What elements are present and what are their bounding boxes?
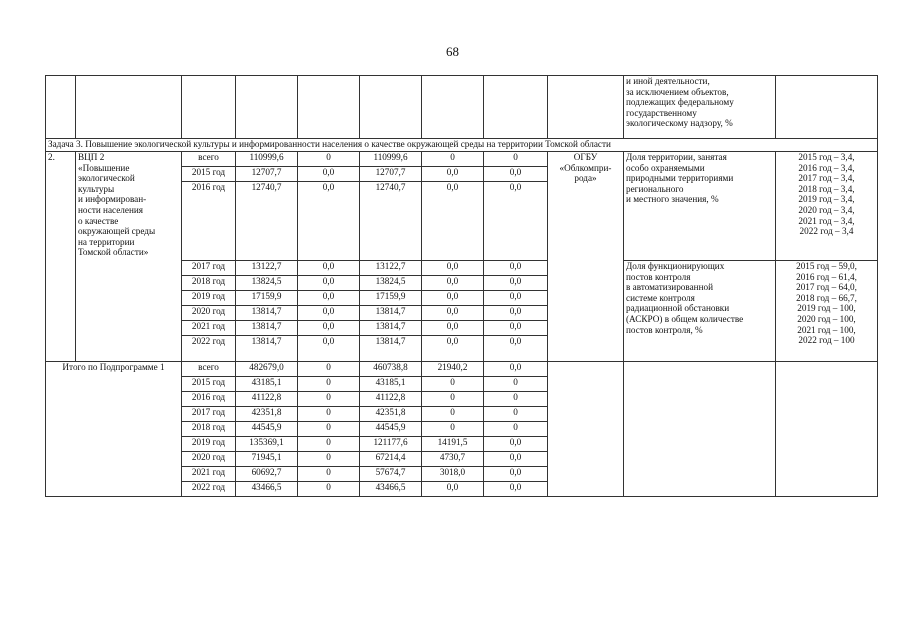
regional-cell: 13814,7 — [360, 306, 422, 321]
period-cell: 2020 год — [182, 452, 236, 467]
regional-cell: 42351,8 — [360, 407, 422, 422]
extrabudget-cell: 0,0 — [484, 321, 548, 336]
period-cell: 2021 год — [182, 321, 236, 336]
subtotal-label: Итого по Подпрограмме 1 — [46, 362, 182, 497]
period-cell: 2021 год — [182, 467, 236, 482]
indicator-continuation: и иной деятельности, за исключением объектов, подлежащих федеральному государственному экологическому надзору, % — [624, 76, 776, 139]
regional-cell: 13814,7 — [360, 336, 422, 362]
regional-cell: 43466,5 — [360, 482, 422, 497]
subtotal-row — [46, 362, 878, 377]
total-cell: 42351,8 — [236, 407, 298, 422]
municipal-cell: 21940,2 — [422, 362, 484, 377]
regional-cell: 460738,8 — [360, 362, 422, 377]
regional-cell: 43185,1 — [360, 377, 422, 392]
program-name: ВЦП 2 «Повышение экологической культуры и информирован- ности населения о качестве окружающей среды на территории Томской области» — [76, 152, 182, 362]
regional-cell: 13122,7 — [360, 261, 422, 276]
federal-cell: 0 — [298, 422, 360, 437]
extrabudget-cell: 0,0 — [484, 437, 548, 452]
task-heading: Задача 3. Повышение экологической культуры и информированности населения о качестве окружающей среды на территории Томской области — [46, 139, 878, 152]
period-cell: 2017 год — [182, 407, 236, 422]
extrabudget-cell: 0,0 — [484, 276, 548, 291]
regional-cell: 41122,8 — [360, 392, 422, 407]
indicator-2: Доля функционирующих постов контроля в автоматизированной системе контроля радиационной обстановки (АСКРО) в общем количестве постов контроля, % — [624, 261, 776, 362]
total-cell: 13814,7 — [236, 306, 298, 321]
period-cell: 2016 год — [182, 182, 236, 261]
federal-cell: 0 — [298, 152, 360, 167]
regional-cell: 12740,7 — [360, 182, 422, 261]
federal-cell: 0 — [298, 362, 360, 377]
municipal-cell: 0,0 — [422, 182, 484, 261]
federal-cell: 0,0 — [298, 276, 360, 291]
period-cell: 2017 год — [182, 261, 236, 276]
regional-cell: 121177,6 — [360, 437, 422, 452]
period-cell: 2019 год — [182, 291, 236, 306]
extrabudget-cell: 0,0 — [484, 362, 548, 377]
extrabudget-cell: 0 — [484, 422, 548, 437]
municipal-cell: 0,0 — [422, 261, 484, 276]
period-cell: 2022 год — [182, 482, 236, 497]
indicator-1: Доля территории, занятая особо охраняемыми природными территориями регионального и местного значения, % — [624, 152, 776, 261]
executor: ОГБУ «Облкомпри- рода» — [548, 152, 624, 362]
period-cell: 2015 год — [182, 167, 236, 182]
municipal-cell: 0,0 — [422, 321, 484, 336]
total-cell: 60692,7 — [236, 467, 298, 482]
total-cell: 13122,7 — [236, 261, 298, 276]
program-row — [46, 152, 878, 167]
indicator-2-values: 2015 год – 59,0, 2016 год – 61,4, 2017 год – 64,0, 2018 год – 66,7, 2019 год – 100, 2020 год – 100, 2021 год – 100, 2022 год – 100 — [776, 261, 878, 362]
program-number: 2. — [46, 152, 76, 362]
federal-cell: 0 — [298, 437, 360, 452]
federal-cell: 0,0 — [298, 321, 360, 336]
total-cell: 482679,0 — [236, 362, 298, 377]
extrabudget-cell: 0 — [484, 377, 548, 392]
extrabudget-cell: 0,0 — [484, 291, 548, 306]
federal-cell: 0 — [298, 482, 360, 497]
municipal-cell: 0 — [422, 407, 484, 422]
period-cell: 2018 год — [182, 276, 236, 291]
indicator-1-values: 2015 год – 3,4, 2016 год – 3,4, 2017 год – 3,4, 2018 год – 3,4, 2019 год – 3,4, 2020 год – 3,4, 2021 год – 3,4, 2022 год – 3,4 — [776, 152, 878, 261]
municipal-cell: 0 — [422, 377, 484, 392]
total-cell: 13824,5 — [236, 276, 298, 291]
regional-cell: 110999,6 — [360, 152, 422, 167]
extrabudget-cell: 0 — [484, 407, 548, 422]
regional-cell: 12707,7 — [360, 167, 422, 182]
total-cell: 44545,9 — [236, 422, 298, 437]
municipal-cell: 3018,0 — [422, 467, 484, 482]
municipal-cell: 0 — [422, 152, 484, 167]
total-cell: 12707,7 — [236, 167, 298, 182]
federal-cell: 0,0 — [298, 182, 360, 261]
extrabudget-cell: 0,0 — [484, 182, 548, 261]
regional-cell: 44545,9 — [360, 422, 422, 437]
total-cell: 41122,8 — [236, 392, 298, 407]
municipal-cell: 0,0 — [422, 291, 484, 306]
federal-cell: 0 — [298, 467, 360, 482]
period-cell: всего — [182, 152, 236, 167]
extrabudget-cell: 0,0 — [484, 336, 548, 362]
total-cell: 110999,6 — [236, 152, 298, 167]
federal-cell: 0,0 — [298, 167, 360, 182]
extrabudget-cell: 0,0 — [484, 167, 548, 182]
period-cell: 2016 год — [182, 392, 236, 407]
period-cell: всего — [182, 362, 236, 377]
total-cell: 71945,1 — [236, 452, 298, 467]
extrabudget-cell: 0,0 — [484, 452, 548, 467]
extrabudget-cell: 0,0 — [484, 467, 548, 482]
total-cell: 43185,1 — [236, 377, 298, 392]
municipal-cell: 0 — [422, 422, 484, 437]
total-cell: 13814,7 — [236, 321, 298, 336]
federal-cell: 0 — [298, 452, 360, 467]
period-cell: 2020 год — [182, 306, 236, 321]
regional-cell: 17159,9 — [360, 291, 422, 306]
federal-cell: 0,0 — [298, 306, 360, 321]
municipal-cell: 0,0 — [422, 336, 484, 362]
period-cell: 2022 год — [182, 336, 236, 362]
extrabudget-cell: 0,0 — [484, 261, 548, 276]
period-cell: 2019 год — [182, 437, 236, 452]
federal-cell: 0 — [298, 377, 360, 392]
municipal-cell: 0,0 — [422, 306, 484, 321]
regional-cell: 13814,7 — [360, 321, 422, 336]
total-cell: 12740,7 — [236, 182, 298, 261]
total-cell: 13814,7 — [236, 336, 298, 362]
regional-cell: 67214,4 — [360, 452, 422, 467]
task-heading-row — [46, 139, 878, 152]
municipal-cell: 4730,7 — [422, 452, 484, 467]
page-number: 68 — [446, 44, 459, 59]
extrabudget-cell: 0,0 — [484, 482, 548, 497]
federal-cell: 0,0 — [298, 291, 360, 306]
program-table — [45, 75, 878, 497]
extrabudget-cell: 0 — [484, 392, 548, 407]
total-cell: 17159,9 — [236, 291, 298, 306]
municipal-cell: 0 — [422, 392, 484, 407]
municipal-cell: 0,0 — [422, 276, 484, 291]
federal-cell: 0 — [298, 407, 360, 422]
regional-cell: 57674,7 — [360, 467, 422, 482]
federal-cell: 0,0 — [298, 261, 360, 276]
extrabudget-cell: 0,0 — [484, 306, 548, 321]
municipal-cell: 14191,5 — [422, 437, 484, 452]
extrabudget-cell: 0 — [484, 152, 548, 167]
federal-cell: 0,0 — [298, 336, 360, 362]
federal-cell: 0 — [298, 392, 360, 407]
period-cell: 2015 год — [182, 377, 236, 392]
total-cell: 135369,1 — [236, 437, 298, 452]
municipal-cell: 0,0 — [422, 167, 484, 182]
continuation-row — [46, 76, 878, 139]
municipal-cell: 0,0 — [422, 482, 484, 497]
regional-cell: 13824,5 — [360, 276, 422, 291]
total-cell: 43466,5 — [236, 482, 298, 497]
period-cell: 2018 год — [182, 422, 236, 437]
